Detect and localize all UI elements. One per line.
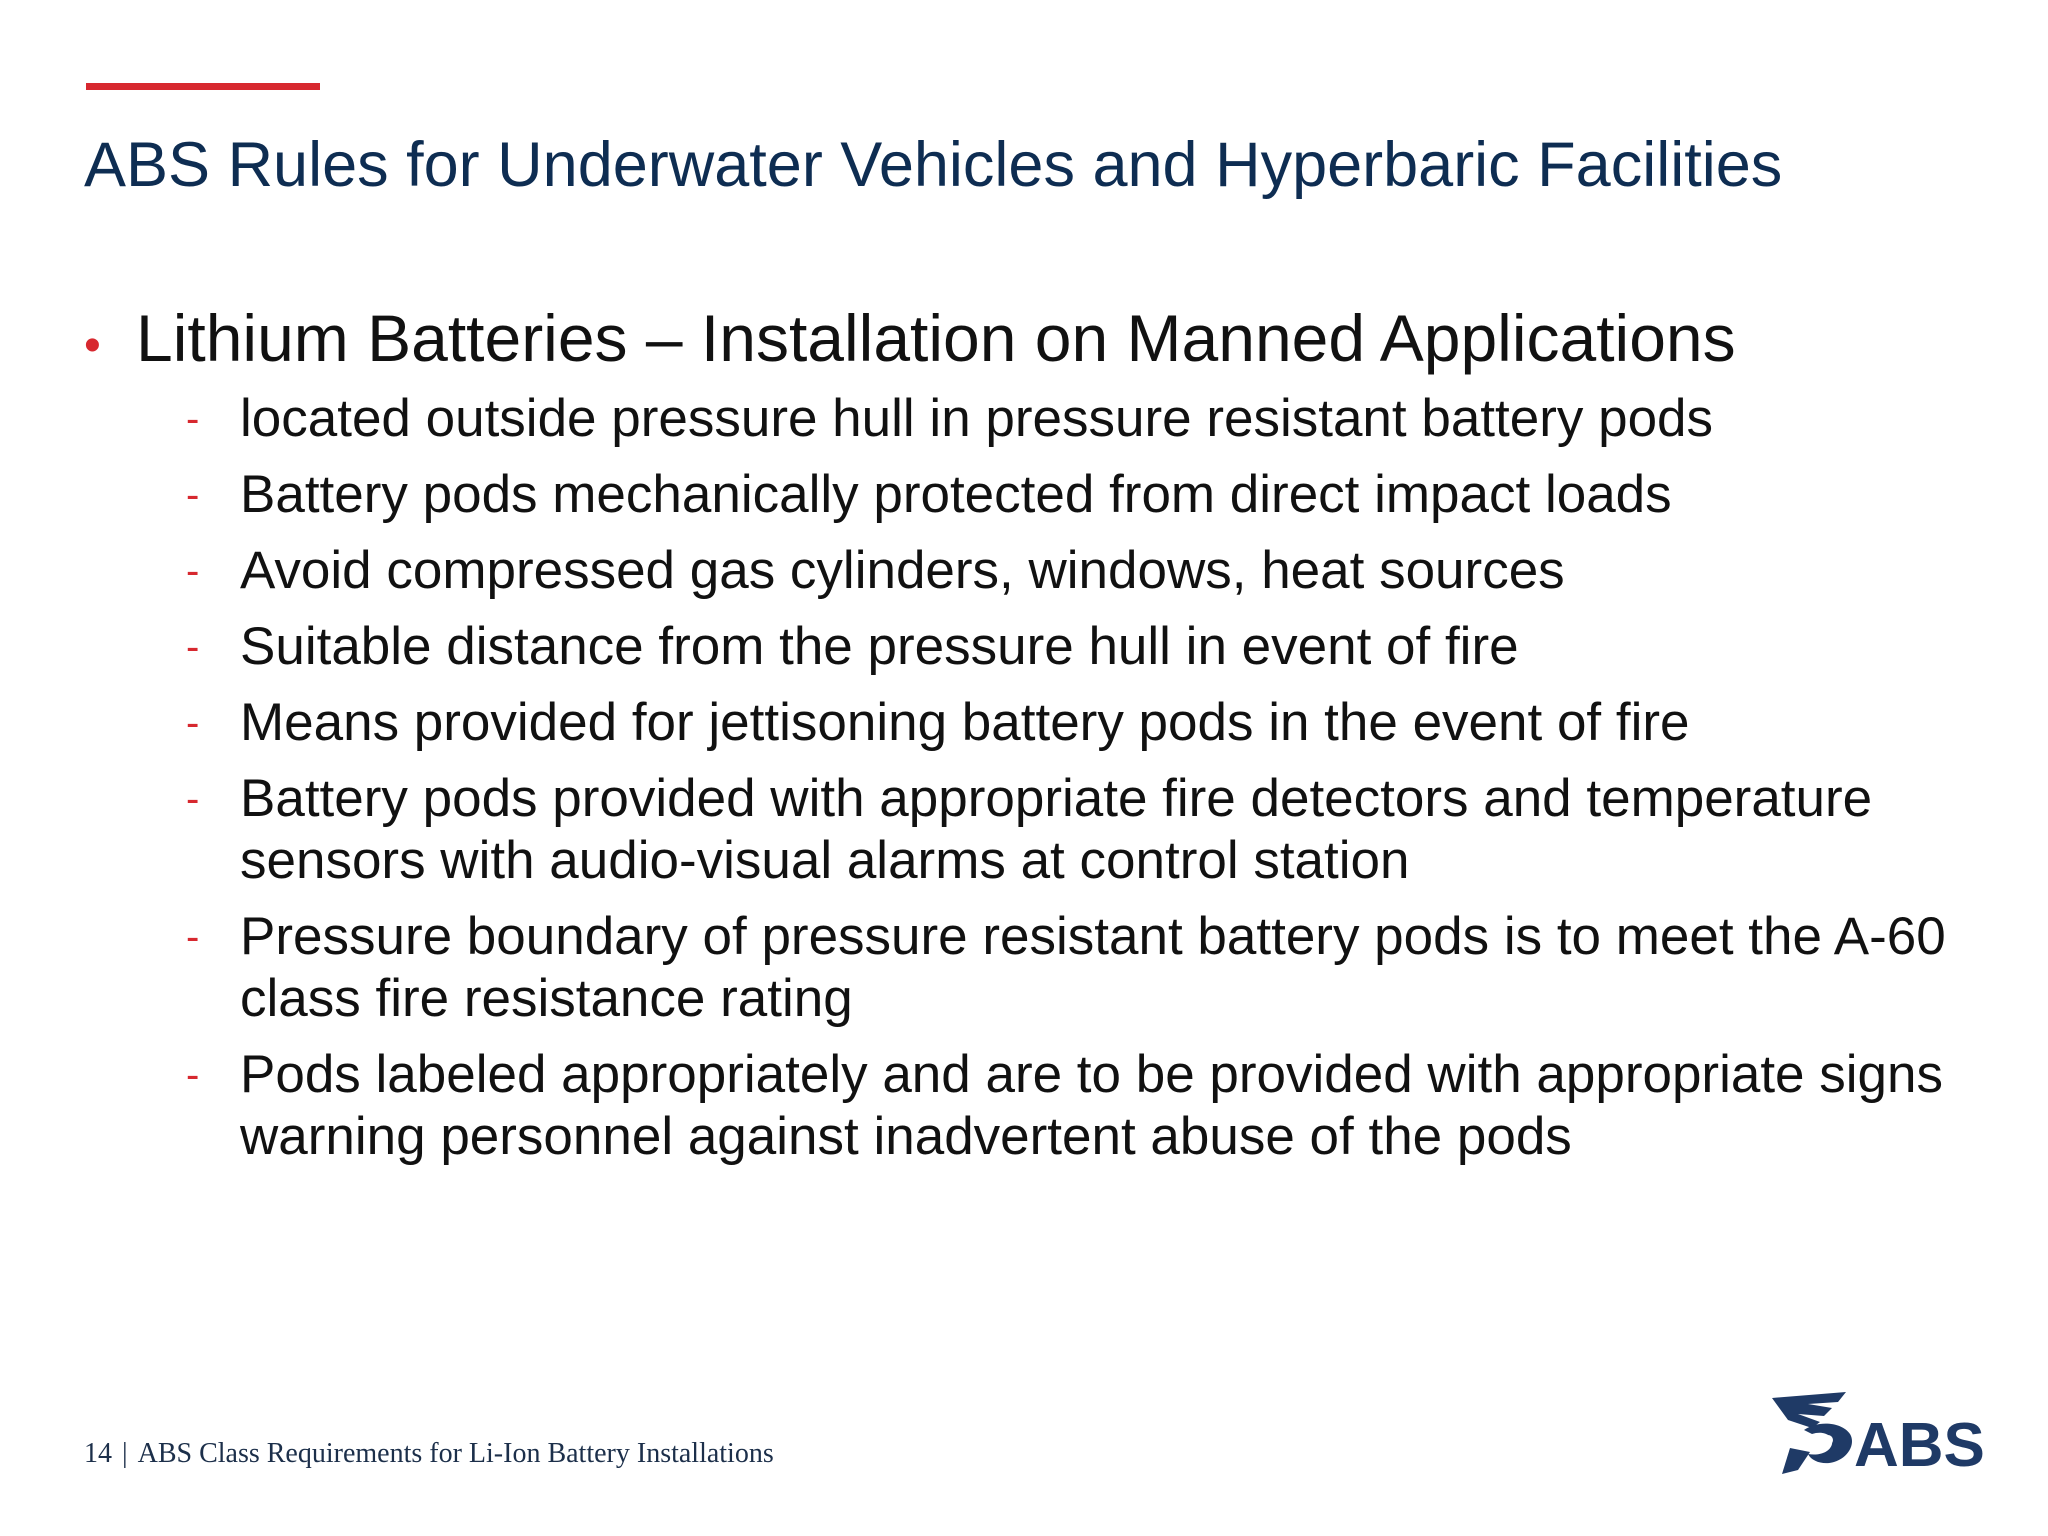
dash-icon: -: [186, 701, 200, 745]
dash-icon: -: [186, 397, 200, 441]
footer-text: ABS Class Requirements for Li-Ion Battery Installations: [137, 1438, 774, 1469]
sub-bullet-text: Suitable distance from the pressure hull in event of fire: [240, 617, 1519, 676]
main-bullet-text: Lithium Batteries – Installation on Manned Applications: [136, 301, 1736, 375]
sub-bullet-text: Battery pods mechanically protected from direct impact loads: [240, 465, 1672, 524]
footer-separator: |: [122, 1438, 128, 1469]
main-bullet: [84, 300, 1984, 376]
sub-bullet-item: [186, 464, 2006, 526]
slide-footer: [84, 1438, 774, 1470]
dash-icon: -: [186, 777, 200, 821]
bullet-dot-icon: •: [84, 319, 101, 372]
sub-bullet-text: Means provided for jettisoning battery pods in the event of fire: [240, 693, 1690, 752]
sub-bullet-item: [186, 388, 2006, 450]
sub-bullet-text: Avoid compressed gas cylinders, windows, heat sources: [240, 541, 1565, 600]
dash-icon: -: [186, 473, 200, 517]
abs-logo-icon: [1768, 1390, 1992, 1480]
slide-title: ABS Rules for Underwater Vehicles and Hyperbaric Facilities: [84, 130, 1783, 200]
sub-bullet-item: [186, 616, 2006, 678]
sub-bullet-item: [186, 540, 2006, 602]
sub-bullet-item: [186, 1044, 2006, 1168]
page-number: 14: [84, 1438, 112, 1469]
sub-bullet-text: Pods labeled appropriately and are to be provided with appropriate signs warning personnel against inadvertent abuse of the pods: [240, 1045, 1943, 1166]
logo-text: ABS: [1854, 1411, 1985, 1480]
dash-icon: -: [186, 549, 200, 593]
sub-bullet-text: located outside pressure hull in pressure resistant battery pods: [240, 389, 1714, 448]
sub-bullet-text: Pressure boundary of pressure resistant battery pods is to meet the A-60 class fire resistance rating: [240, 907, 1946, 1028]
sub-bullet-list: [186, 388, 2006, 1182]
sub-bullet-item: [186, 692, 2006, 754]
sub-bullet-item: [186, 906, 2006, 1030]
dash-icon: -: [186, 915, 200, 959]
dash-icon: -: [186, 625, 200, 669]
dash-icon: -: [186, 1053, 200, 1097]
sub-bullet-item: [186, 768, 2006, 892]
sub-bullet-text: Battery pods provided with appropriate fire detectors and temperature sensors with audio-visual alarms at control station: [240, 769, 1873, 890]
title-accent-bar: [86, 83, 320, 90]
